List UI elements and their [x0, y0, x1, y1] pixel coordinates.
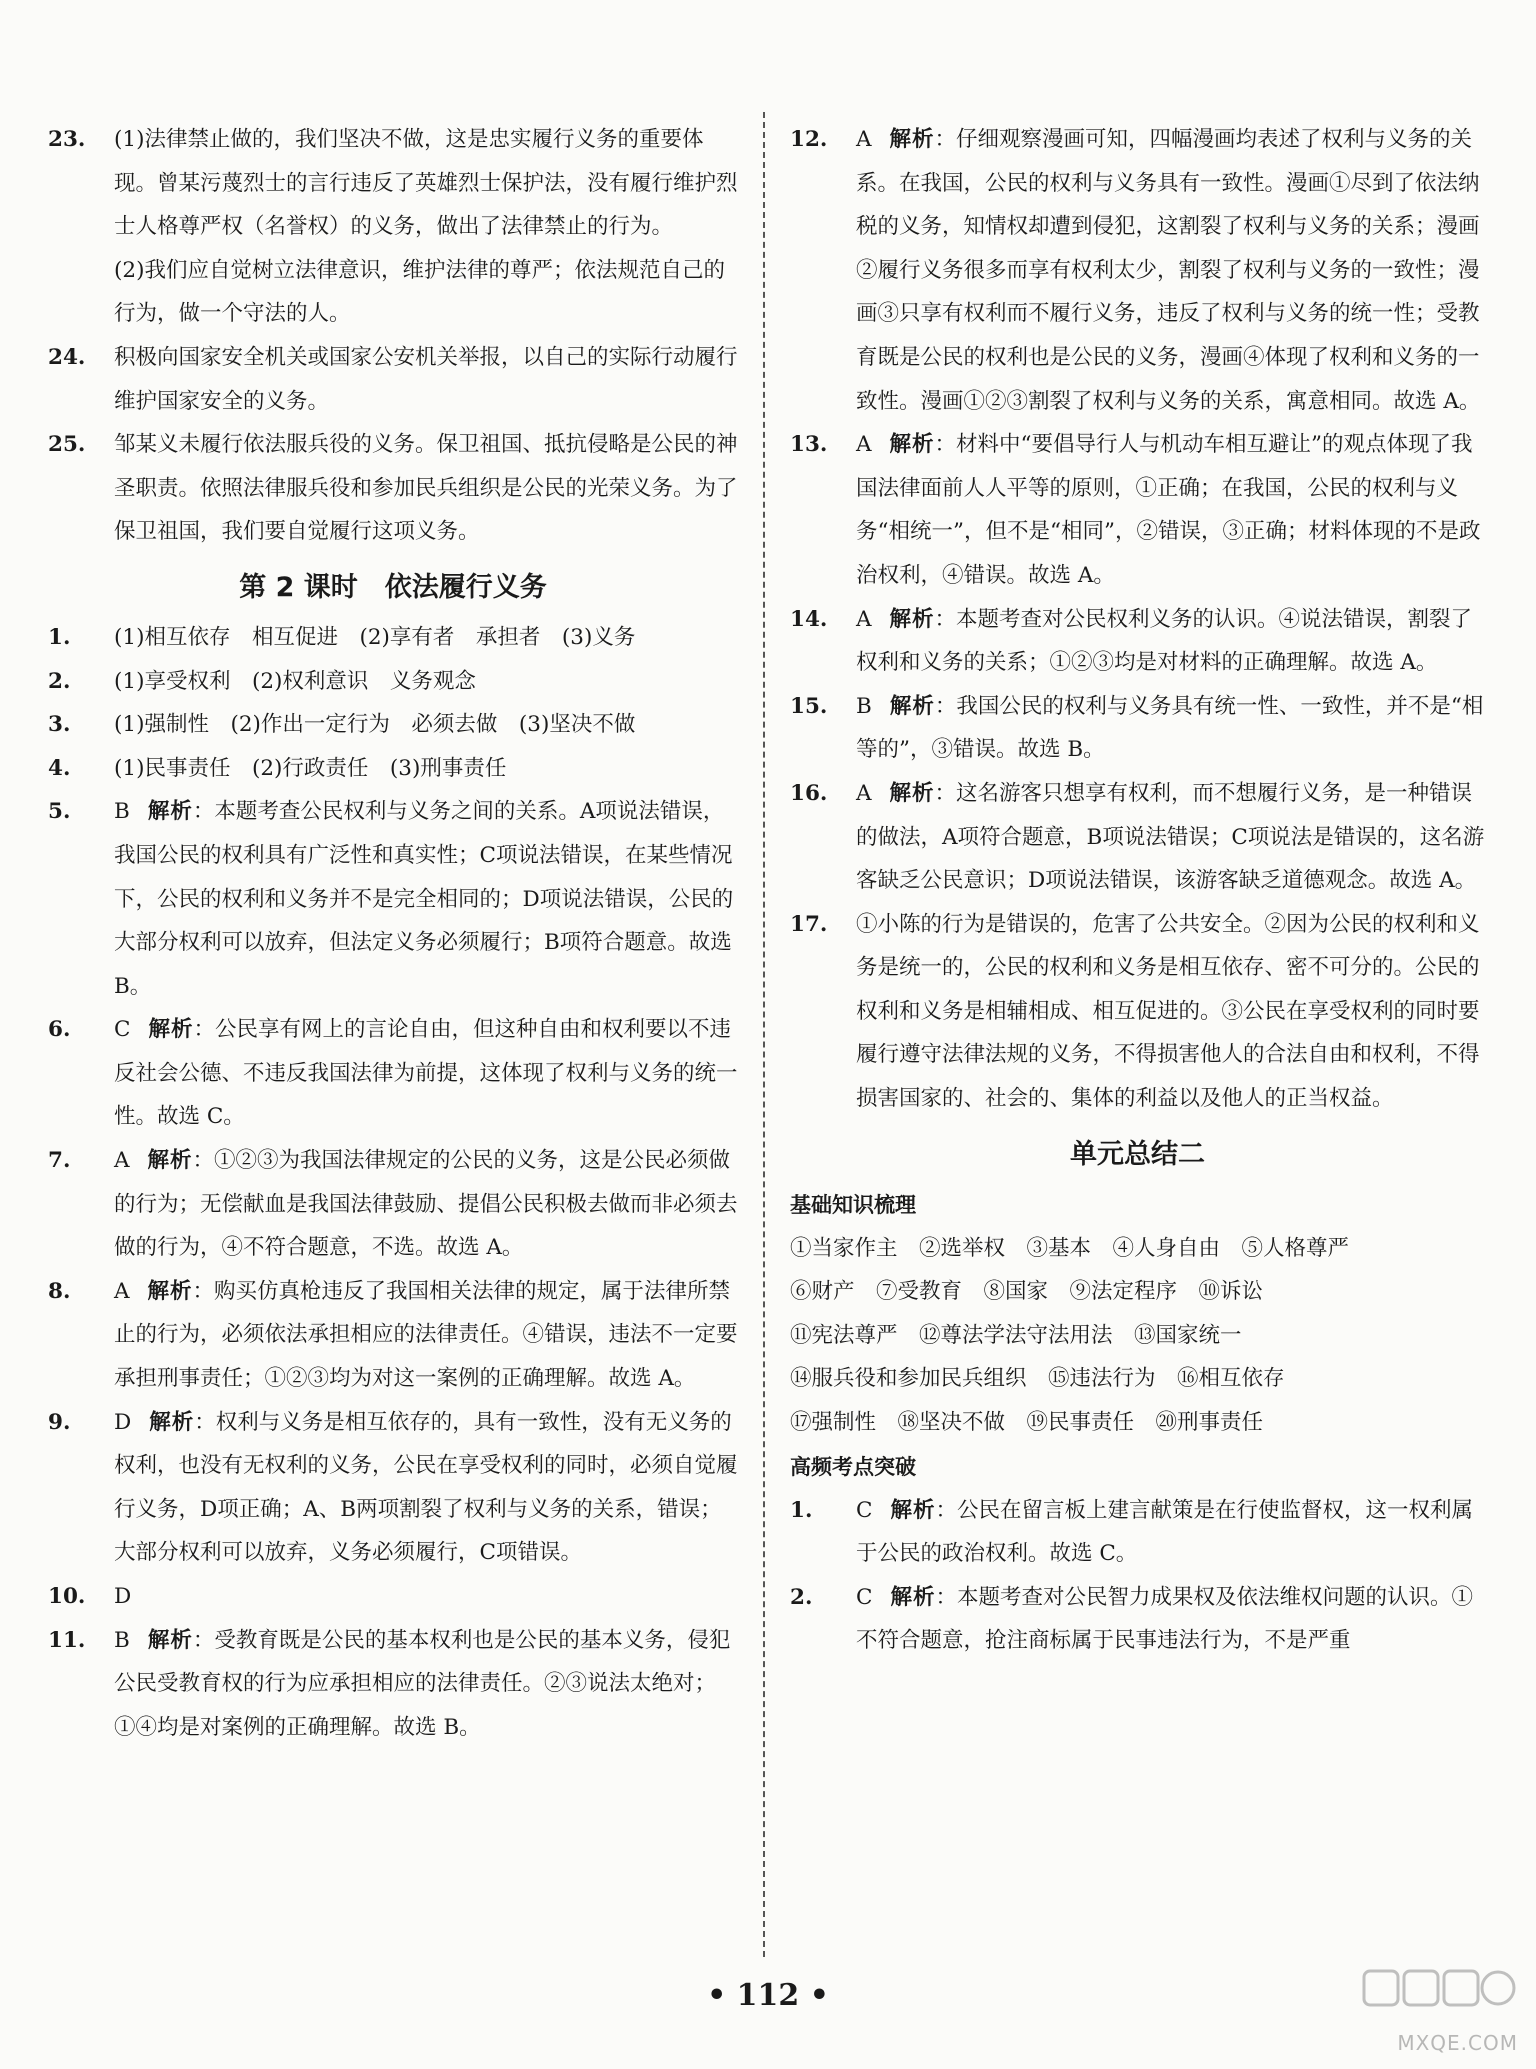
item-text: ：仔细观察漫画可知，四幅漫画均表述了权利与义务的关系。在我国，公民的权利与义务具有一致性。漫画①尽到了依法纳税的义务，知情权却遭到侵犯，这割裂了权利与义务的关系；漫画②履行义务很多而享有权利太少，割裂了权利与义务的一致性；漫画③只享有权利而不履行义务，违反了权利与义务的统一性；受教育既是公民的权利也是公民的义务，漫画④体现了权利和义务的一致性。漫画①②③割裂了权利与义务的关系，寓意相同。故选 A。 — [856, 127, 1481, 414]
item-answer: D — [114, 1584, 132, 1609]
analysis-label: 解析 — [149, 1409, 195, 1435]
item-number: 10. — [48, 1584, 86, 1609]
answer-item-2 — [48, 660, 738, 704]
item-number: 14. — [790, 606, 828, 632]
section-title-unit-summary: 单元总结二 — [1070, 1138, 1205, 1170]
analysis-label: 解析 — [147, 1148, 193, 1174]
answer-item-13 — [790, 423, 1485, 597]
answer-item-b2 — [790, 1576, 1485, 1663]
analysis-label: 解析 — [890, 1497, 936, 1523]
item-text: ：公民享有网上的言论自由，但这种自由和权利要以不违反社会公德、不违反我国法律为前提，这体现了权利与义务的统一性。故选 C。 — [114, 1017, 738, 1130]
item-text: ：权利与义务是相互依存的，具有一致性，没有无义务的权利，也没有无权利的义务，公民在享受权利的同时，必须自觉履行义务，D项正确；A、B两项割裂了权利与义务的关系，错误；大部分权利可以放弃，义务必须履行，C项错误。 — [114, 1409, 738, 1566]
item-answer: C — [114, 1017, 131, 1043]
item-number: 2. — [48, 668, 71, 694]
item-number: 25. — [48, 432, 86, 458]
item-text: ①小陈的行为是错误的，危害了公共安全。②因为公民的权利和义务是统一的，公民的权利和义务是相互依存、密不可分的。公民的权利和义务是相辅相成、相互促进的。③公民在享受权利的同时要履行遵守法律法规的义务，不得损害他人的合法自由和权利，不得损害国家的、社会的、集体的利益以及他人的正当权益。 — [856, 911, 1480, 1112]
analysis-label: 解析 — [147, 1627, 193, 1653]
item-answer: A — [114, 1278, 130, 1304]
item-text: ：本题考查对公民智力成果权及依法维权问题的认识。①不符合题意，抢注商标属于民事违法行为，不是严重 — [856, 1584, 1473, 1654]
item-text: ：本题考查公民权利与义务之间的关系。A项说法错误，我国公民的权利具有广泛性和真实性；C项说法错误，在某些情况下，公民的权利和义务并不是完全相同的；D项说法错误，公民的大部分权利可以放弃，但法定义务必须履行；B项符合题意。故选 B。 — [114, 799, 734, 999]
answer-item-11 — [48, 1619, 738, 1750]
answer-item-4 — [48, 747, 738, 791]
item-text: ：购买仿真枪违反了我国相关法律的规定，属于法律所禁止的行为，必须依法承担相应的法律责任。④错误，违法不一定要承担刑事责任；①②③均为对这一案例的正确理解。故选 A。 — [114, 1278, 738, 1392]
analysis-label: 解析 — [889, 693, 935, 719]
answer-item-14 — [790, 598, 1485, 685]
item-answer: A — [856, 432, 872, 458]
analysis-label: 解析 — [889, 432, 935, 458]
item-number: 24. — [48, 344, 86, 370]
answer-item-7 — [48, 1139, 738, 1270]
knowledge-list — [790, 1227, 1485, 1445]
analysis-label: 解析 — [889, 127, 935, 152]
answer-item-25 — [48, 423, 738, 554]
page-number: • 112 • — [707, 1978, 829, 2013]
item-text: ：我国公民的权利与义务具有统一性、一致性，并不是“相等的”，③错误。故选 B。 — [856, 693, 1484, 763]
item-text: 邹某义未履行依法服兵役的义务。保卫祖国、抵抗侵略是公民的神圣职责。依照法律服兵役和参加民兵组织是公民的光荣义务。为了保卫祖国，我们要自觉履行这项义务。 — [114, 432, 738, 545]
item-number: 23. — [48, 127, 86, 152]
item-number: 11. — [48, 1627, 86, 1653]
item-answer: A — [856, 127, 872, 152]
answer-item-5 — [48, 790, 738, 1008]
answer-item-24 — [48, 336, 738, 423]
item-text: ：材料中“要倡导行人与机动车相互避让”的观点体现了我国法律面前人人平等的原则，①正确；在我国，公民的权利与义务“相统一”，但不是“相同”，②错误，③正确；材料体现的不是政治权利，④错误。故选 A。 — [856, 432, 1481, 588]
item-text: (1)相互依存 相互促进 (2)享有者 承担者 (3)义务 — [114, 624, 636, 650]
knowledge-line: ⑥财产 ⑦受教育 ⑧国家 ⑨法定程序 ⑩诉讼 — [790, 1279, 1264, 1305]
item-number: 8. — [48, 1278, 71, 1304]
item-number: 13. — [790, 432, 828, 458]
item-answer: C — [856, 1584, 873, 1610]
breakthrough-heading: 高频考点突破 — [790, 1454, 916, 1479]
analysis-label: 解析 — [890, 1584, 936, 1610]
item-text: 积极向国家安全机关或国家公安机关举报，以自己的实际行动履行维护国家安全的义务。 — [114, 344, 738, 414]
answer-item-1 — [48, 616, 738, 660]
item-number: 15. — [790, 693, 828, 719]
answer-item-12 — [790, 118, 1485, 423]
answer-item-9 — [48, 1401, 738, 1575]
analysis-label: 解析 — [148, 1017, 194, 1043]
answer-item-10 — [48, 1575, 738, 1619]
item-text: (1)民事责任 (2)行政责任 (3)刑事责任 — [114, 755, 507, 781]
item-answer: A — [856, 606, 872, 632]
item-number: 12. — [790, 127, 828, 152]
item-text: ：这名游客只想享有权利，而不想履行义务，是一种错误的做法，A项符合题意，B项说法错误；C项说法是错误的，这名游客缺乏公民意识；D项说法错误，该游客缺乏道德观念。故选 A。 — [856, 780, 1485, 894]
answer-item-17 — [790, 903, 1485, 1121]
answer-item-3 — [48, 703, 738, 747]
knowledge-line: ①当家作主 ②选举权 ③基本 ④人身自由 ⑤人格尊严 — [790, 1235, 1350, 1261]
item-text: (2)我们应自觉树立法律意识，维护法律的尊严；依法规范自己的行为，做一个守法的人。 — [114, 257, 725, 327]
answer-item-8 — [48, 1270, 738, 1401]
analysis-label: 解析 — [147, 1278, 193, 1304]
watermark-logo — [1358, 1963, 1518, 2055]
watermark-text: MXQE.COM — [1397, 2031, 1518, 2055]
left-column — [48, 118, 738, 1749]
item-answer: B — [856, 693, 872, 719]
item-number: 3. — [48, 712, 71, 738]
column-divider — [763, 112, 765, 1957]
section-title-lesson-2: 第 2 课时 依法履行义务 — [239, 571, 547, 603]
item-answer: D — [114, 1409, 132, 1435]
knowledge-line: ⑪宪法尊严 ⑫尊法学法守法用法 ⑬国家统一 — [790, 1322, 1242, 1348]
right-column — [790, 118, 1485, 1663]
item-number: 9. — [48, 1409, 71, 1435]
answer-item-6 — [48, 1008, 738, 1139]
answer-item-16 — [790, 772, 1485, 903]
item-answer: B — [114, 799, 130, 825]
item-answer: B — [114, 1627, 130, 1653]
watermark-icon — [1358, 1963, 1518, 2033]
item-number: 1. — [48, 624, 71, 650]
analysis-label: 解析 — [889, 780, 935, 806]
item-text: ：受教育既是公民的基本权利也是公民的基本义务，侵犯公民受教育权的行为应承担相应的法律责任。②③说法太绝对；①④均是对案例的正确理解。故选 B。 — [114, 1627, 731, 1740]
item-number: 16. — [790, 780, 828, 806]
item-text: ：①②③为我国法律规定的公民的义务，这是公民必须做的行为；无偿献血是我国法律鼓励、提倡公民积极去做而非必须去做的行为，④不符合题意，不选。故选 A。 — [114, 1148, 738, 1261]
item-number: 7. — [48, 1148, 71, 1174]
item-text: (1)法律禁止做的，我们坚决不做，这是忠实履行义务的重要体现。曾某污蔑烈士的言行违反了英雄烈士保护法，没有履行维护烈士人格尊严权（名誉权）的义务，做出了法律禁止的行为。 — [114, 127, 738, 240]
analysis-label: 解析 — [147, 799, 193, 825]
knowledge-line: ⑭服兵役和参加民兵组织 ⑮违法行为 ⑯相互依存 — [790, 1366, 1285, 1392]
item-answer: C — [856, 1497, 873, 1523]
item-number: 1. — [790, 1497, 813, 1523]
item-text: ：本题考查对公民权利义务的认识。④说法错误，割裂了权利和义务的关系；①②③均是对材料的正确理解。故选 A。 — [856, 606, 1473, 676]
item-number: 2. — [790, 1584, 813, 1610]
item-number: 5. — [48, 799, 71, 825]
knowledge-line: ⑰强制性 ⑱坚决不做 ⑲民事责任 ⑳刑事责任 — [790, 1410, 1264, 1436]
item-number: 17. — [790, 911, 828, 937]
answer-item-b1 — [790, 1489, 1485, 1576]
item-text: ：公民在留言板上建言献策是在行使监督权，这一权利属于公民的政治权利。故选 C。 — [856, 1497, 1473, 1567]
item-text: (1)享受权利 (2)权利意识 义务观念 — [114, 668, 476, 694]
item-text: (1)强制性 (2)作出一定行为 必须去做 (3)坚决不做 — [114, 712, 636, 738]
answer-item-15 — [790, 685, 1485, 772]
item-number: 4. — [48, 755, 71, 781]
item-number: 6. — [48, 1017, 71, 1043]
analysis-label: 解析 — [889, 606, 935, 632]
item-answer: A — [856, 780, 872, 806]
item-answer: A — [114, 1148, 130, 1174]
knowledge-heading: 基础知识梳理 — [790, 1192, 916, 1217]
answer-item-23 — [48, 118, 738, 336]
